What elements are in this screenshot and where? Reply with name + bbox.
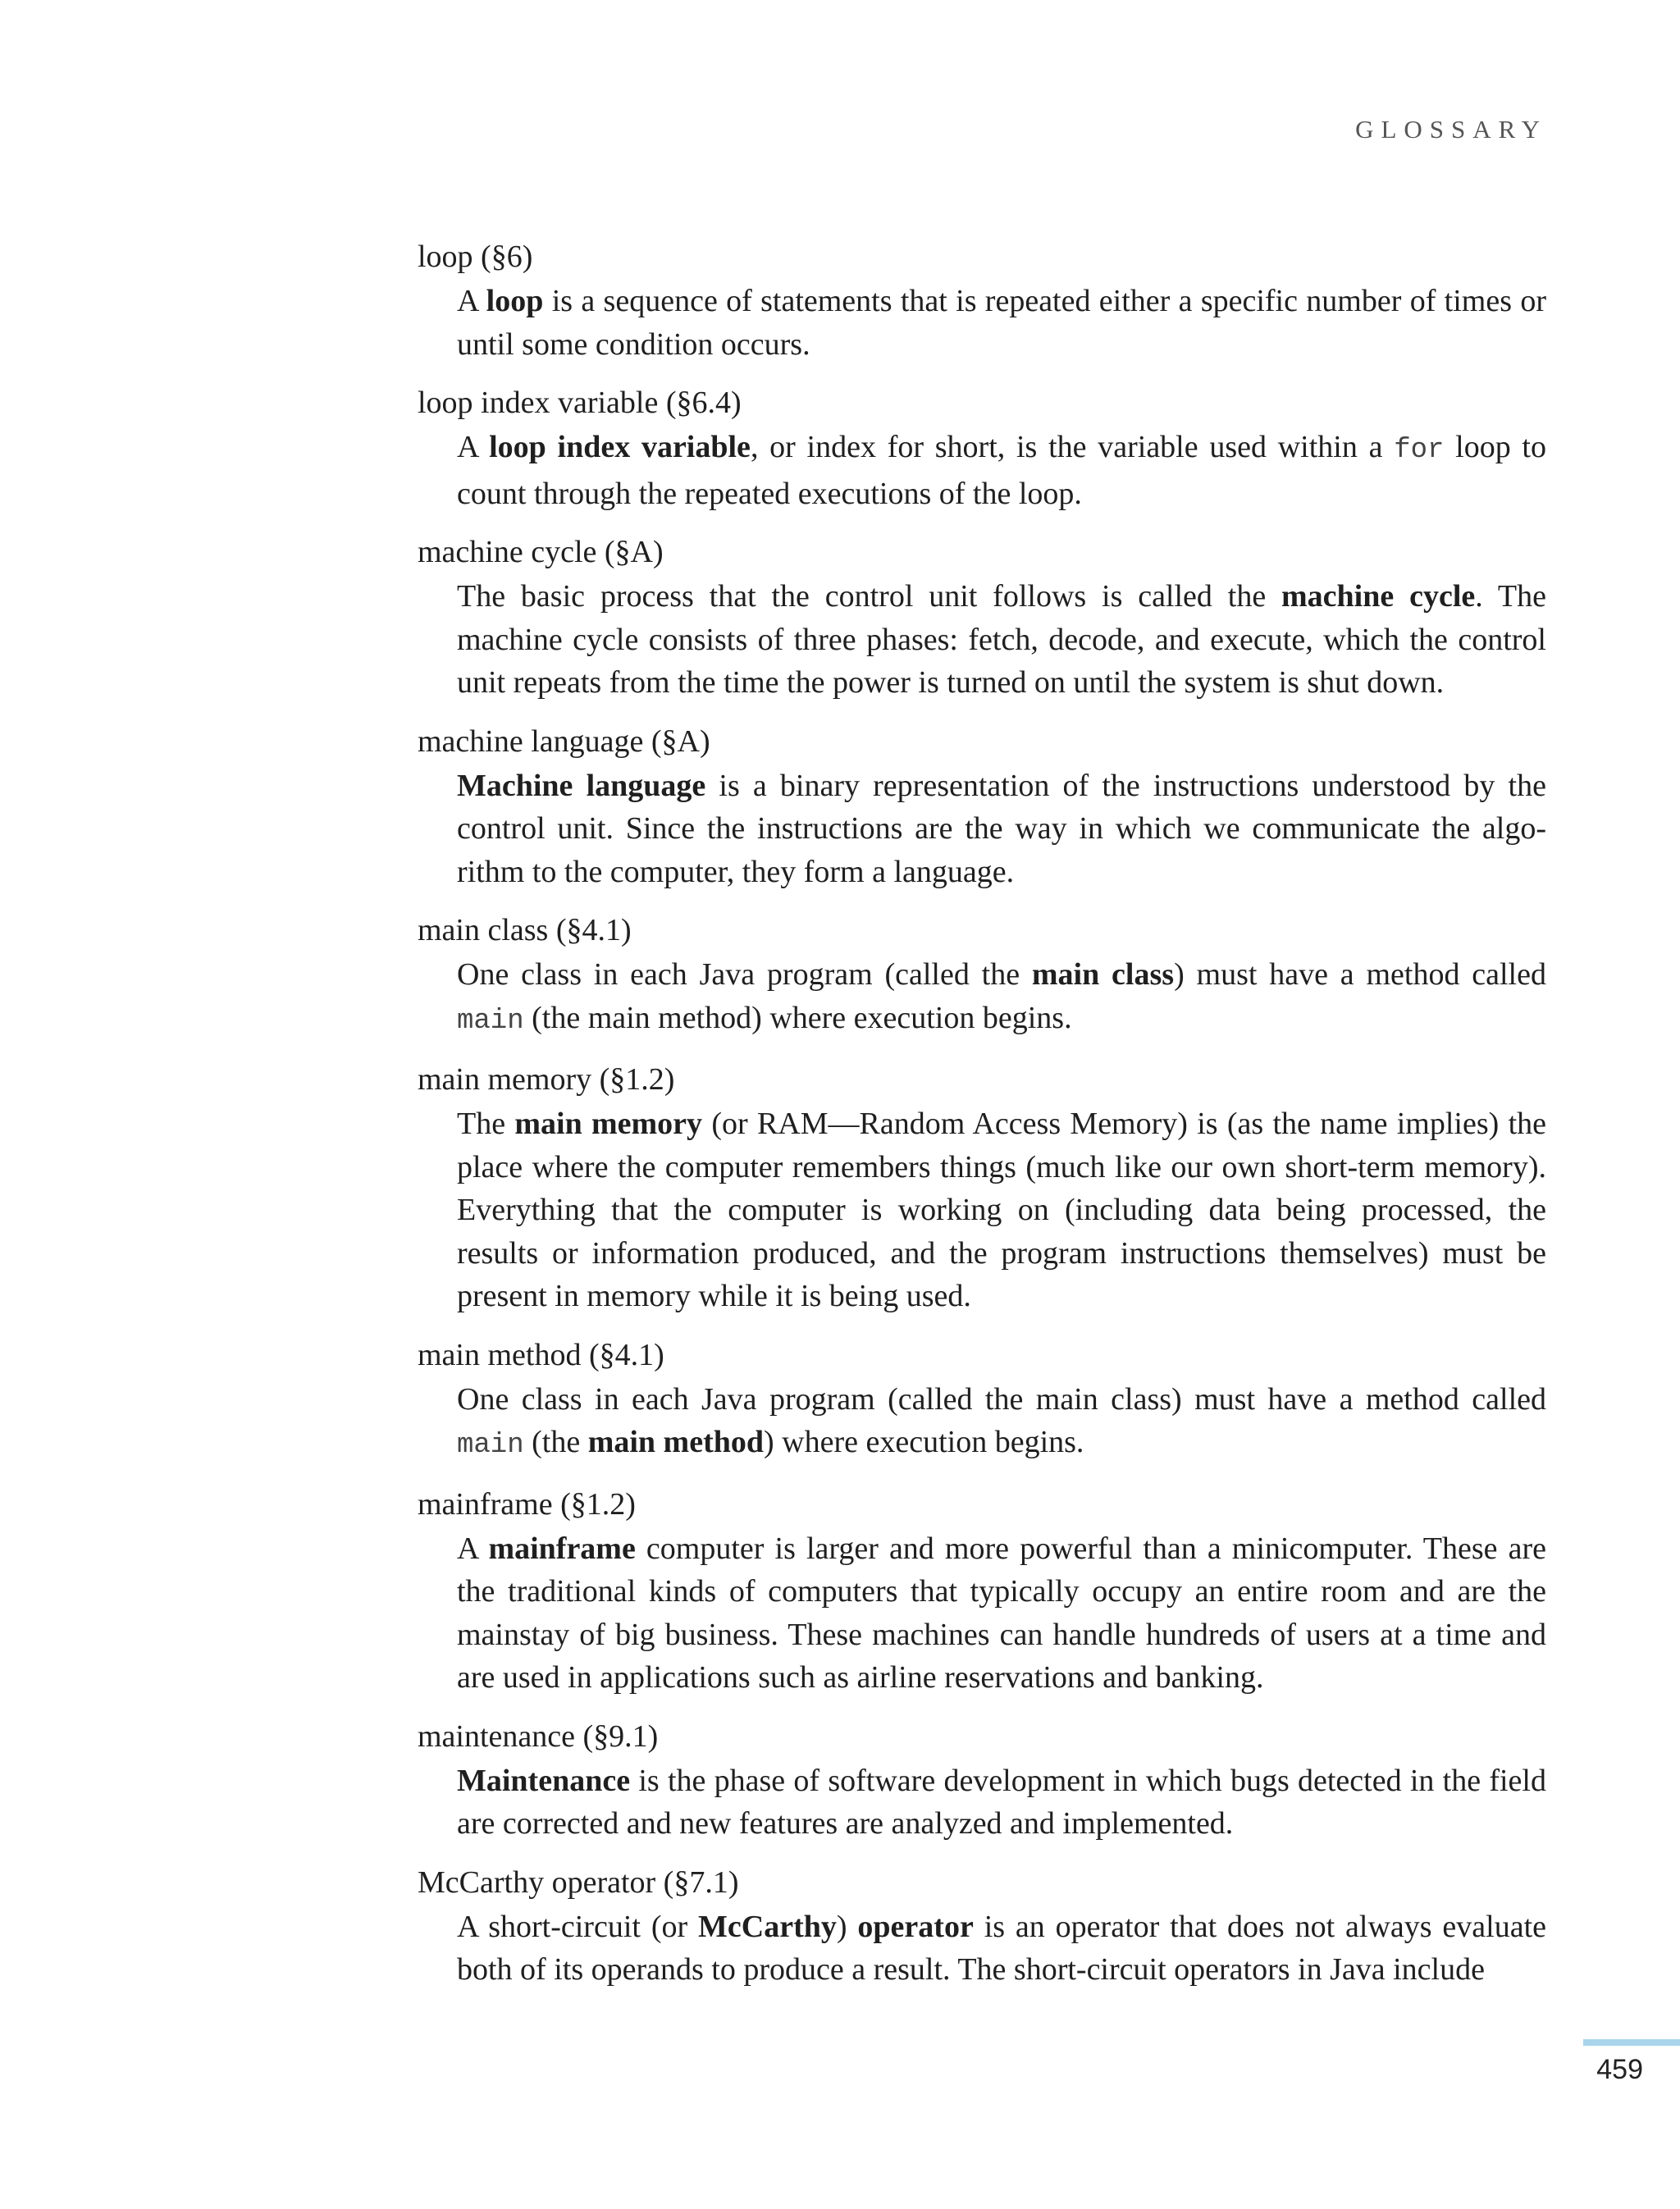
definition-text: The — [457, 1107, 515, 1141]
glossary-term: loop (§6) — [418, 240, 533, 274]
defined-term: machine cycle — [1281, 579, 1476, 614]
glossary-term: machine cycle (§A) — [418, 535, 664, 569]
glossary-term: mainframe (§1.2) — [418, 1486, 636, 1522]
definition-text: ) — [836, 1909, 858, 1944]
running-head: GLOSSARY — [1355, 115, 1547, 144]
glossary-term: maintenance (§9.1) — [418, 1718, 659, 1754]
glossary-definition — [457, 764, 1546, 894]
page-number: 459 — [1596, 2054, 1643, 2085]
glossary-definition — [457, 1378, 1546, 1467]
glossary-definition — [457, 953, 1546, 1043]
glossary-entry — [418, 532, 1546, 705]
glossary-definition — [457, 426, 1546, 515]
glossary-term: loop index variable (§6.4) — [418, 386, 742, 420]
definition-text: One class in each Java program (called the — [457, 957, 1032, 992]
definition-text: A — [457, 1531, 489, 1566]
code-keyword: main — [457, 1430, 524, 1461]
page-number-rule — [1583, 2039, 1680, 2046]
glossary-term: main method (§4.1) — [418, 1337, 664, 1372]
glossary-definition — [457, 1905, 1546, 1992]
glossary-entry — [418, 236, 1546, 366]
glossary-definition — [457, 1102, 1546, 1318]
definition-text: ) where execution begins. — [764, 1425, 1084, 1459]
glossary-entry — [418, 1335, 1546, 1467]
definition-text: A short-circuit (or — [457, 1909, 699, 1944]
glossary-entry — [418, 1484, 1546, 1700]
defined-term: main memory — [514, 1107, 703, 1141]
definition-text: computer is larger and more powerful than a minicomputer. These are the traditional kinds of computers that typically occupy an entire room and are the mainstay of big business. These machines can handle hundreds of users at a time and are used in applications such as airline reservations and banking. — [457, 1531, 1546, 1695]
defined-term: main method — [587, 1425, 764, 1459]
definition-text: is an operator that does not always evaluate both of its operands to produce a result. The short-circuit operators in Java include — [457, 1909, 1547, 1987]
glossary-term: machine language (§A) — [418, 723, 710, 759]
glossary-definition — [457, 1527, 1546, 1700]
definition-text: is a binary representation of the instructions understood by the control unit. Since the instructions are the way in which we communicate the algorithm to the computer, they form a language. — [457, 768, 1546, 889]
defined-term: mainframe — [488, 1531, 636, 1566]
definition-text: (the — [523, 1425, 588, 1459]
defined-term: main class — [1031, 957, 1175, 992]
definition-text: . The machine cycle consists of three phases: fetch, decode, and execute, which the control unit repeats from the time the power is turned on until the system is shut down. — [457, 579, 1546, 700]
glossary-term: main memory (§1.2) — [418, 1062, 675, 1097]
defined-term: loop — [486, 284, 544, 318]
glossary-entry — [418, 1716, 1546, 1846]
definition-text: , or index for short, is the variable used within a — [750, 430, 1395, 464]
glossary-term: main class (§4.1) — [418, 913, 632, 947]
defined-term: Machine language — [457, 768, 706, 803]
definition-text: A — [457, 430, 490, 464]
code-keyword: for — [1394, 435, 1445, 466]
definition-text: (or RAM—Random Access Memory) is (as the name implies) the place where the computer remembers things (much like our own short-term memory). Everything that the computer is working on (including data being processed, the results or information produced, and the program instructions themselves) must be present in memory while it is being used. — [457, 1107, 1547, 1313]
definition-text: A — [457, 284, 486, 318]
glossary-entry — [418, 721, 1546, 894]
definition-text: One class in each Java program (called the main class) must have a method called — [457, 1381, 1546, 1417]
glossary-entry — [418, 910, 1546, 1043]
definition-text: ) must have a method called — [1174, 957, 1546, 992]
defined-term: McCarthy — [698, 1909, 837, 1944]
definition-text: (the main method) where execution begins. — [523, 1000, 1072, 1035]
defined-term: operator — [857, 1909, 974, 1944]
glossary-term: McCarthy operator (§7.1) — [418, 1864, 739, 1900]
glossary-list — [418, 236, 1546, 2008]
definition-text: is the phase of software development in which bugs detected in the field are corrected and new features are analyzed and implemented. — [457, 1763, 1546, 1841]
glossary-definition — [457, 1759, 1546, 1846]
glossary-entry — [418, 382, 1546, 515]
defined-term: Maintenance — [457, 1763, 631, 1798]
definition-text: is a sequence of statements that is repeated either a specific number of times or until some condition occurs. — [457, 284, 1546, 362]
glossary-entry — [418, 1059, 1546, 1318]
code-keyword: main — [457, 1005, 524, 1037]
definition-text: The basic process that the control unit follows is called the — [457, 579, 1282, 614]
glossary-entry — [418, 1862, 1546, 1992]
definition-text: loop to count through the repeated executions of the loop. — [457, 430, 1546, 511]
glossary-definition — [457, 575, 1546, 705]
defined-term: loop index variable — [489, 430, 751, 464]
glossary-definition — [457, 280, 1546, 366]
